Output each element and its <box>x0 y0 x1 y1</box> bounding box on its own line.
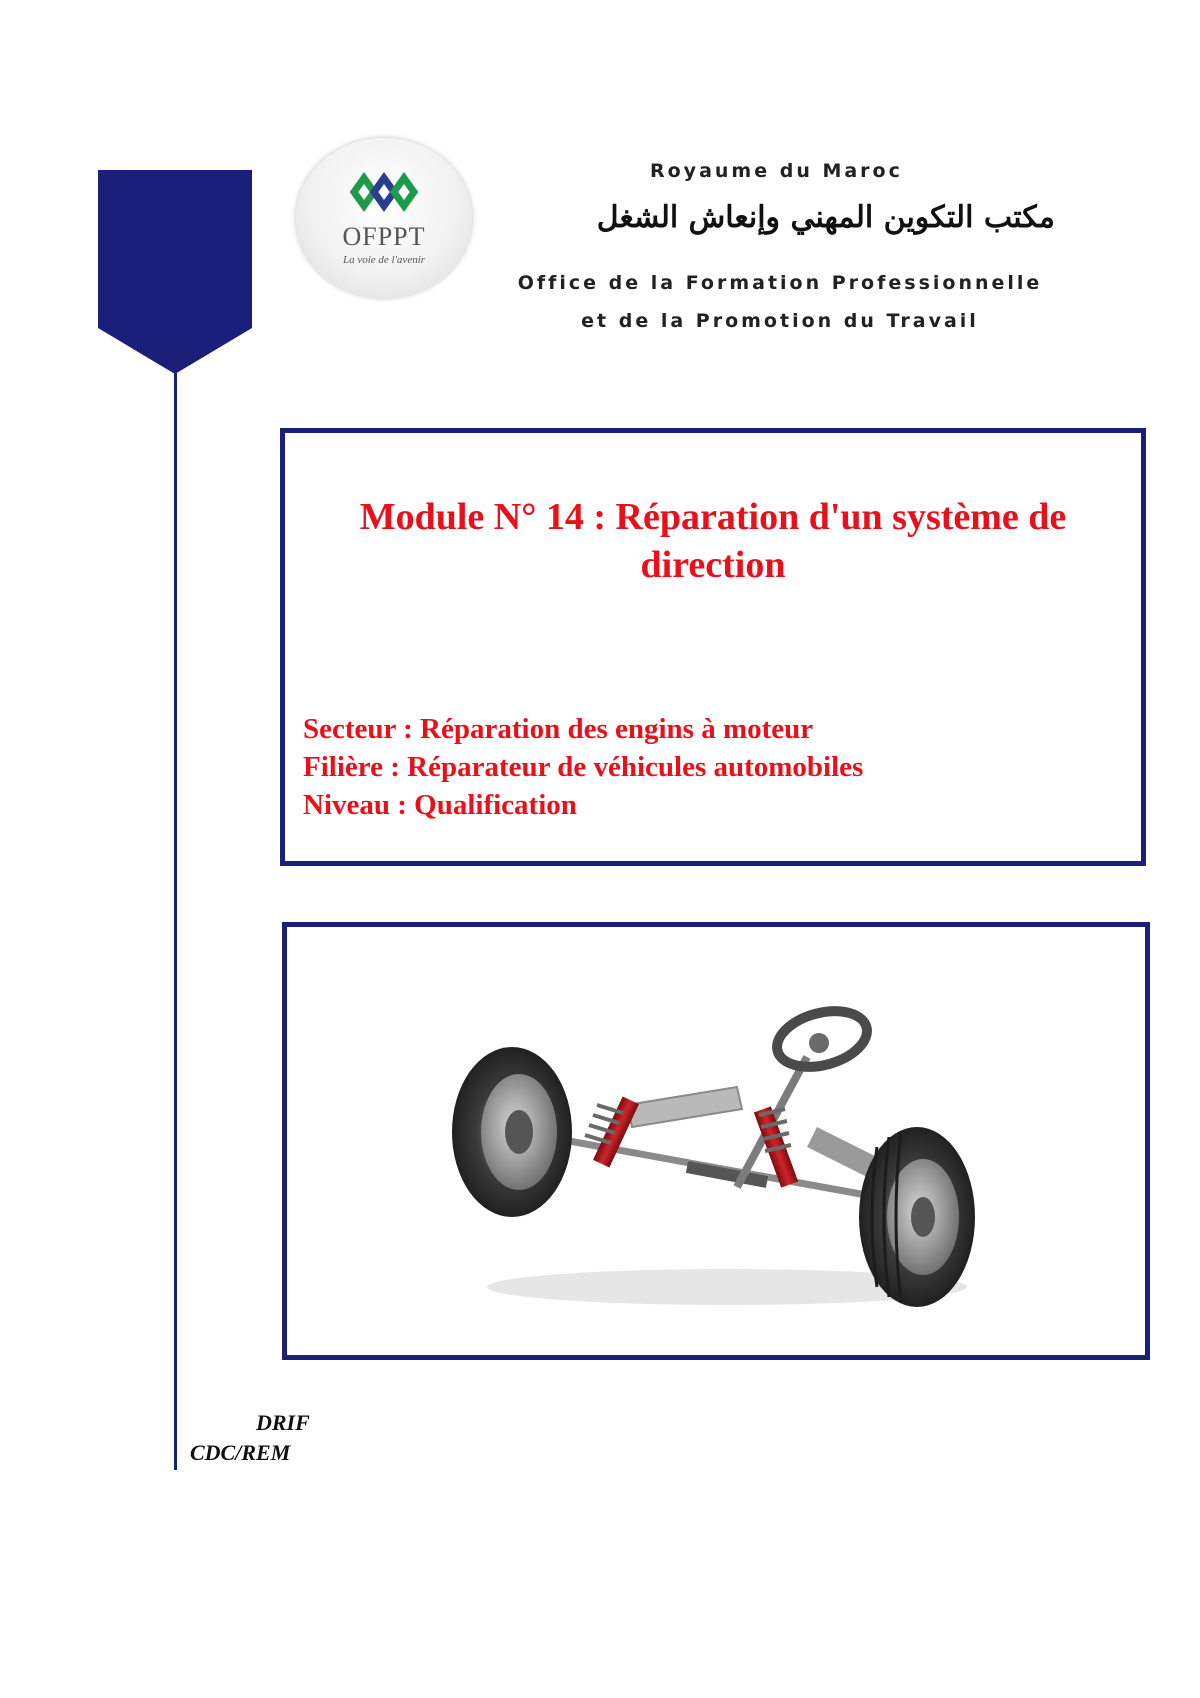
module-title-box <box>280 428 1146 866</box>
cdc-rem-code: CDC/REM <box>190 1440 291 1465</box>
illustration-box <box>282 922 1150 1360</box>
drif-code: DRIF <box>256 1410 310 1435</box>
filiere-line: Filière : Réparateur de véhicules automobiles <box>303 751 864 783</box>
steering-system-illustration <box>437 987 997 1317</box>
bookmark-ribbon <box>98 170 252 374</box>
country-name: Royaume du Maroc <box>650 160 903 182</box>
arabic-office-name: مكتب التكوين المهني وإنعاش الشغل <box>596 200 1055 235</box>
logo-name: OFPPT <box>342 222 426 251</box>
ofppt-logo-mark-icon <box>340 172 428 212</box>
logo-tagline: La voie de l'avenir <box>342 254 426 266</box>
vertical-rule <box>174 370 177 1470</box>
office-name-line2: et de la Promotion du Travail <box>581 310 979 332</box>
ofppt-logo <box>296 138 472 298</box>
niveau-line: Niveau : Qualification <box>303 789 577 821</box>
office-name-line1: Office de la Formation Professionnelle <box>517 272 1043 294</box>
module-title: Module N° 14 : Réparation d'un système de direction <box>359 496 1067 586</box>
secteur-line: Secteur : Réparation des engins à moteur <box>303 713 814 745</box>
